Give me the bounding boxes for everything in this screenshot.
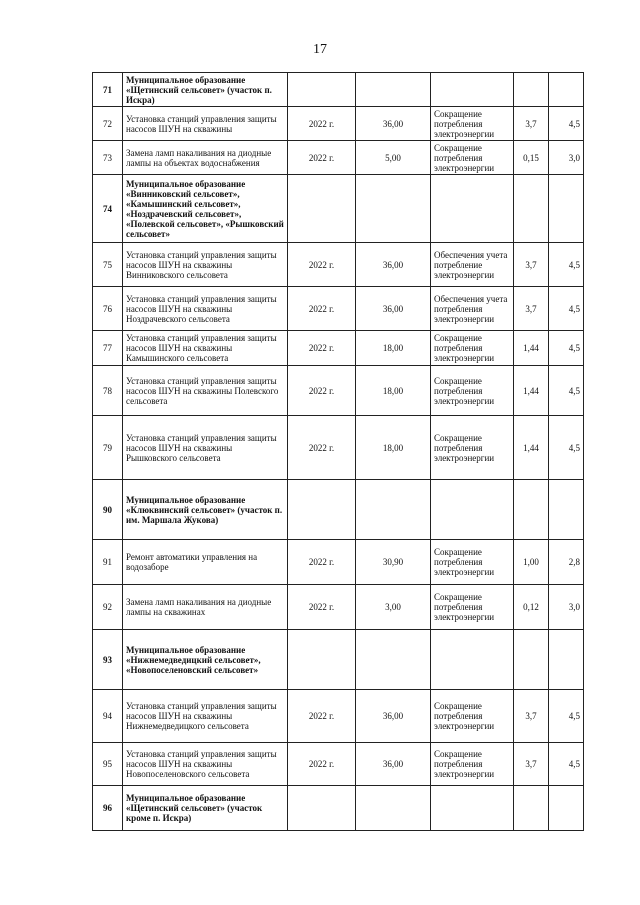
measure-year: 2022 г.	[288, 540, 356, 585]
value-1	[514, 73, 549, 107]
value-1: 0,12	[514, 585, 549, 630]
measure-effect	[431, 630, 514, 690]
measure-effect: Сокращение потребления электроэнергии	[431, 585, 514, 630]
value-1: 3,7	[514, 243, 549, 287]
value-2: 3,0	[549, 141, 584, 175]
value-1: 3,7	[514, 743, 549, 786]
measure-cost: 36,00	[356, 743, 431, 786]
measure-effect: Сокращение потребления электроэнергии	[431, 416, 514, 480]
table-row	[93, 690, 584, 743]
measure-name: Замена ламп накаливания на диодные лампы на объектах водоснабжения	[123, 141, 288, 175]
measure-name: Муниципальное образование «Щетинский сельсовет» (участок кроме п. Искра)	[123, 786, 288, 831]
row-number: 74	[93, 175, 123, 243]
measures-table	[92, 72, 584, 831]
measure-year: 2022 г.	[288, 743, 356, 786]
value-1: 1,00	[514, 540, 549, 585]
table-row	[93, 107, 584, 141]
table-row	[93, 540, 584, 585]
row-number: 95	[93, 743, 123, 786]
value-2	[549, 786, 584, 831]
measure-effect: Обеспечения учета потребления электроэнергии	[431, 287, 514, 331]
measure-name: Установка станций управления защиты насосов ШУН на скважины Ноздрачевского сельсовета	[123, 287, 288, 331]
measure-name: Установка станций управления защиты насосов ШУН на скважины Рышковского сельсовета	[123, 416, 288, 480]
value-1: 1,44	[514, 366, 549, 416]
value-1: 1,44	[514, 416, 549, 480]
measure-year: 2022 г.	[288, 287, 356, 331]
measure-effect: Сокращение потребления электроэнергии	[431, 690, 514, 743]
measure-year	[288, 480, 356, 540]
value-1: 3,7	[514, 107, 549, 141]
measure-cost	[356, 73, 431, 107]
value-2: 4,5	[549, 287, 584, 331]
row-number: 75	[93, 243, 123, 287]
value-2: 4,5	[549, 416, 584, 480]
measure-name: Муниципальное образование «Винниковский сельсовет», «Камышинский сельсовет», «Ноздрачевский сельсовет», «Полевской сельсовет», «Рышковский сельсовет»	[123, 175, 288, 243]
page-number: 17	[313, 42, 327, 57]
value-1: 3,7	[514, 287, 549, 331]
value-1	[514, 630, 549, 690]
table-row	[93, 743, 584, 786]
measure-cost: 18,00	[356, 416, 431, 480]
row-number: 94	[93, 690, 123, 743]
measure-year: 2022 г.	[288, 366, 356, 416]
table-row	[93, 416, 584, 480]
value-1: 3,7	[514, 690, 549, 743]
measure-name: Установка станций управления защиты насосов ШУН на скважины	[123, 107, 288, 141]
measure-effect: Сокращение потребления электроэнергии	[431, 331, 514, 366]
measure-effect	[431, 786, 514, 831]
measure-name: Ремонт автоматики управления на водозаборе	[123, 540, 288, 585]
section-row	[93, 175, 584, 243]
measure-cost: 3,00	[356, 585, 431, 630]
measure-effect	[431, 480, 514, 540]
value-2	[549, 630, 584, 690]
value-1	[514, 175, 549, 243]
table-row	[93, 141, 584, 175]
row-number: 78	[93, 366, 123, 416]
measure-name: Муниципальное образование «Клюквинский сельсовет» (участок п. им. Маршала Жукова)	[123, 480, 288, 540]
measure-year: 2022 г.	[288, 141, 356, 175]
measure-effect: Сокращение потребления электроэнергии	[431, 366, 514, 416]
table-row	[93, 366, 584, 416]
value-2: 4,5	[549, 690, 584, 743]
measure-year: 2022 г.	[288, 243, 356, 287]
section-row	[93, 480, 584, 540]
measure-cost: 30,90	[356, 540, 431, 585]
measure-effect: Сокращение потребления электроэнергии	[431, 141, 514, 175]
value-2	[549, 73, 584, 107]
row-number: 73	[93, 141, 123, 175]
value-2	[549, 175, 584, 243]
measure-year	[288, 786, 356, 831]
value-2: 4,5	[549, 366, 584, 416]
measure-year	[288, 73, 356, 107]
table-row	[93, 287, 584, 331]
value-1	[514, 480, 549, 540]
value-2: 4,5	[549, 743, 584, 786]
value-2	[549, 480, 584, 540]
measure-effect: Обеспечения учета потребление электроэнергии	[431, 243, 514, 287]
measure-cost: 5,00	[356, 141, 431, 175]
measure-year: 2022 г.	[288, 416, 356, 480]
measure-name: Установка станций управления защиты насосов ШУН на скважины Камышинского сельсовета	[123, 331, 288, 366]
row-number: 90	[93, 480, 123, 540]
measure-year: 2022 г.	[288, 585, 356, 630]
section-row	[93, 630, 584, 690]
measure-effect: Сокращение потребления электроэнергии	[431, 743, 514, 786]
row-number: 79	[93, 416, 123, 480]
measure-year: 2022 г.	[288, 331, 356, 366]
measure-cost: 36,00	[356, 287, 431, 331]
row-number: 93	[93, 630, 123, 690]
row-number: 92	[93, 585, 123, 630]
value-1: 0,15	[514, 141, 549, 175]
measure-cost: 36,00	[356, 243, 431, 287]
measure-cost: 36,00	[356, 107, 431, 141]
measure-year	[288, 630, 356, 690]
row-number: 91	[93, 540, 123, 585]
measure-name: Муниципальное образование «Щетинский сельсовет» (участок п. Искра)	[123, 73, 288, 107]
value-2: 4,5	[549, 331, 584, 366]
measure-name: Установка станций управления защиты насосов ШУН на скважины Винниковского сельсовета	[123, 243, 288, 287]
value-2: 4,5	[549, 107, 584, 141]
value-2: 4,5	[549, 243, 584, 287]
value-1	[514, 786, 549, 831]
row-number: 71	[93, 73, 123, 107]
measure-cost: 18,00	[356, 366, 431, 416]
measure-name: Установка станций управления защиты насосов ШУН на скважины Новопоселеновского сельсовета	[123, 743, 288, 786]
value-1: 1,44	[514, 331, 549, 366]
row-number: 77	[93, 331, 123, 366]
measure-cost	[356, 480, 431, 540]
measure-effect	[431, 73, 514, 107]
row-number: 76	[93, 287, 123, 331]
measure-name: Замена ламп накаливания на диодные лампы на скважинах	[123, 585, 288, 630]
section-row	[93, 786, 584, 831]
measure-cost: 18,00	[356, 331, 431, 366]
measure-year: 2022 г.	[288, 690, 356, 743]
measure-cost: 36,00	[356, 690, 431, 743]
measure-effect	[431, 175, 514, 243]
measure-cost	[356, 175, 431, 243]
measure-name: Установка станций управления защиты насосов ШУН на скважины Полевского сельсовета	[123, 366, 288, 416]
section-row	[93, 73, 584, 107]
measure-cost	[356, 630, 431, 690]
measure-effect: Сокращение потребления электроэнергии	[431, 107, 514, 141]
row-number: 72	[93, 107, 123, 141]
value-2: 3,0	[549, 585, 584, 630]
measure-cost	[356, 786, 431, 831]
measure-year: 2022 г.	[288, 107, 356, 141]
table-row	[93, 331, 584, 366]
measure-name: Муниципальное образование «Нижнемедведицкий сельсовет», «Новопоселеновский сельсовет»	[123, 630, 288, 690]
value-2: 2,8	[549, 540, 584, 585]
table-row	[93, 243, 584, 287]
table-row	[93, 585, 584, 630]
measure-name: Установка станций управления защиты насосов ШУН на скважины Нижнемедведицкого сельсовета	[123, 690, 288, 743]
row-number: 96	[93, 786, 123, 831]
measure-year	[288, 175, 356, 243]
measure-effect: Сокращение потребления электроэнергии	[431, 540, 514, 585]
table-body	[93, 73, 584, 831]
